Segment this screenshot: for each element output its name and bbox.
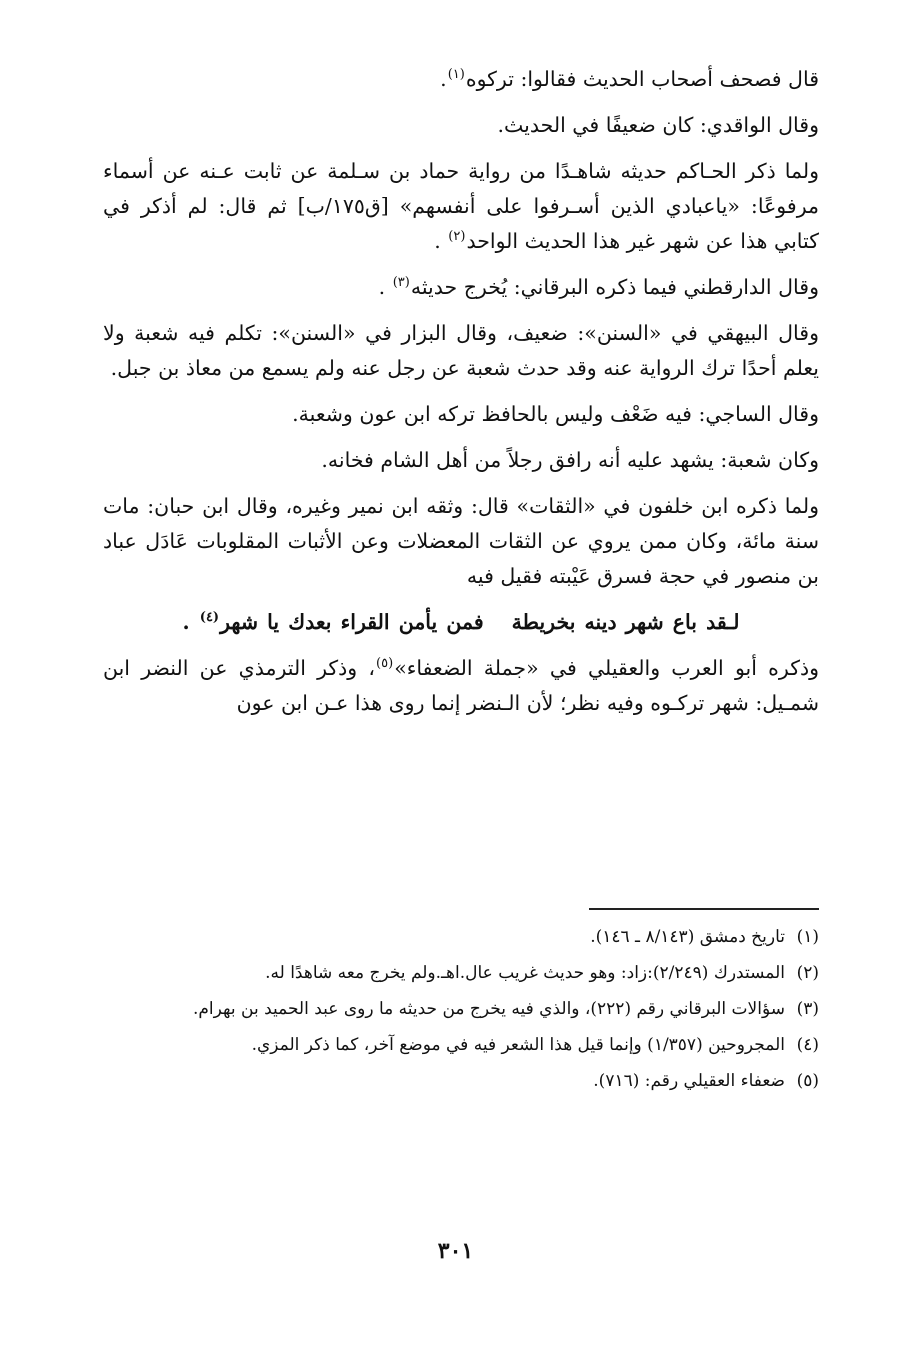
paragraph-9-text-b: ، وذكر الترمذي عن النضر ابن شمـيل: شهر تركـوه وفيه نظر؛ لأن الـنضر إنما روى هذا عـن ابن عون <box>103 656 819 715</box>
footnote-3 <box>103 994 819 1024</box>
paragraph-5-text: وقال البيهقي في «السنن»: ضعيف، وقال البزار في «السنن»: تكلم فيه شعبة ولا يعلم أحدًا ترك الرواية عنه وقد حدث شعبة عن رجل عنه ولم يسمع من معاذ بن جبل. <box>103 321 819 380</box>
footnotes <box>103 922 819 1102</box>
paragraph-7-text: وكان شعبة: يشهد عليه أنه رافق رجلاً من أهل الشام فخانه. <box>321 448 819 472</box>
verse-second-hemistich <box>183 605 484 640</box>
paragraph-8 <box>103 489 819 594</box>
verse-first-hemistich: لـقد باع شهر دينه بخريطة <box>511 610 740 634</box>
footnote-ref-3[interactable]: (٣) <box>392 275 410 291</box>
paragraph-8-text: ولما ذكره ابن خلفون في «الثقات» قال: وثقه ابن نمير وغيره، وقال ابن حبان: مات سنة مائة، وكان ممن يروي عن الثقات المعضلات وعن الأثبات المقلوبات عَادَل عباد بن منصور في حجة فسرق عَيْبته فقيل فيه <box>103 494 819 588</box>
footnote-number: (٤) <box>796 1035 819 1055</box>
footnote-number: (١) <box>796 927 819 947</box>
verse-second-text: فمن يأمن القراء بعدك يا شهر <box>220 610 484 634</box>
footnote-number: (٣) <box>796 999 819 1019</box>
footnote-text: المجروحين (١/٣٥٧) وإنما قيل هذا الشعر فيه في موضع آخر، كما ذكر المزي. <box>251 1035 785 1055</box>
footnote-separator <box>589 908 819 910</box>
footnote-2 <box>103 958 819 988</box>
paragraph-9-text-a: وذكره أبو العرب والعقيلي في «جملة الضعفاء» <box>394 656 819 680</box>
paragraph-2-text: وقال الواقدي: كان ضعيفًا في الحديث. <box>497 113 819 137</box>
footnote-ref-1[interactable]: (١) <box>447 67 465 83</box>
footnote-1 <box>103 922 819 952</box>
page-number: ٣٠١ <box>437 1238 474 1264</box>
paragraph-3-text: ولما ذكر الحـاكم حديثه شاهـدًا من رواية حماد بن سـلمة عن ثابت عـنه عن أسماء مرفوعًا: «ياعبادي الذين أسـرفوا على أنفسهم» [ق١٧٥/ب] ثم قال: لم أذكر في كتابي هذا عن شهر غير هذا الحديث الواحد <box>103 159 819 253</box>
paragraph-4-text: وقال الدارقطني فيما ذكره البرقاني: يُخرج حديثه <box>410 275 819 299</box>
footnote-ref-2[interactable]: (٢) <box>448 229 466 245</box>
paragraph-3-tail: . <box>434 229 448 253</box>
paragraph-4 <box>103 270 819 305</box>
paragraph-2 <box>103 108 819 143</box>
paragraph-1 <box>103 62 819 97</box>
footnote-5 <box>103 1066 819 1096</box>
footnote-ref-4[interactable]: (٤) <box>199 610 220 626</box>
paragraph-5 <box>103 316 819 386</box>
footnote-4 <box>103 1030 819 1060</box>
footnote-text: سؤالات البرقاني رقم (٢٢٢)، والذي فيه يخرج من حديثه ما روى عبد الحميد بن بهرام. <box>193 999 785 1019</box>
footnote-number: (٥) <box>796 1071 819 1091</box>
footnote-number: (٢) <box>796 963 819 983</box>
footnote-text: المستدرك (٢/٢٤٩):زاد: وهو حديث غريب عال.اهـ.ولم يخرج معه شاهدًا له. <box>265 963 785 983</box>
paragraph-3 <box>103 154 819 259</box>
footnote-text: تاريخ دمشق (٨/١٤٣ ـ ١٤٦). <box>590 927 785 947</box>
paragraph-6 <box>103 397 819 432</box>
footnote-ref-5[interactable]: (٥) <box>376 656 394 672</box>
footnote-text: ضعفاء العقيلي رقم: (٧١٦). <box>593 1071 785 1091</box>
paragraph-1-tail: . <box>440 67 447 91</box>
paragraph-9 <box>103 651 819 721</box>
main-text <box>103 62 819 732</box>
paragraph-4-tail: . <box>378 275 392 299</box>
poem-verse <box>103 605 819 640</box>
paragraph-1-text: قال فصحف أصحاب الحديث فقالوا: تركوه <box>465 67 819 91</box>
paragraph-6-text: وقال الساجي: فيه ضَعْف وليس بالحافظ تركه ابن عون وشعبة. <box>292 402 819 426</box>
paragraph-7 <box>103 443 819 478</box>
verse-tail: . <box>182 610 199 634</box>
